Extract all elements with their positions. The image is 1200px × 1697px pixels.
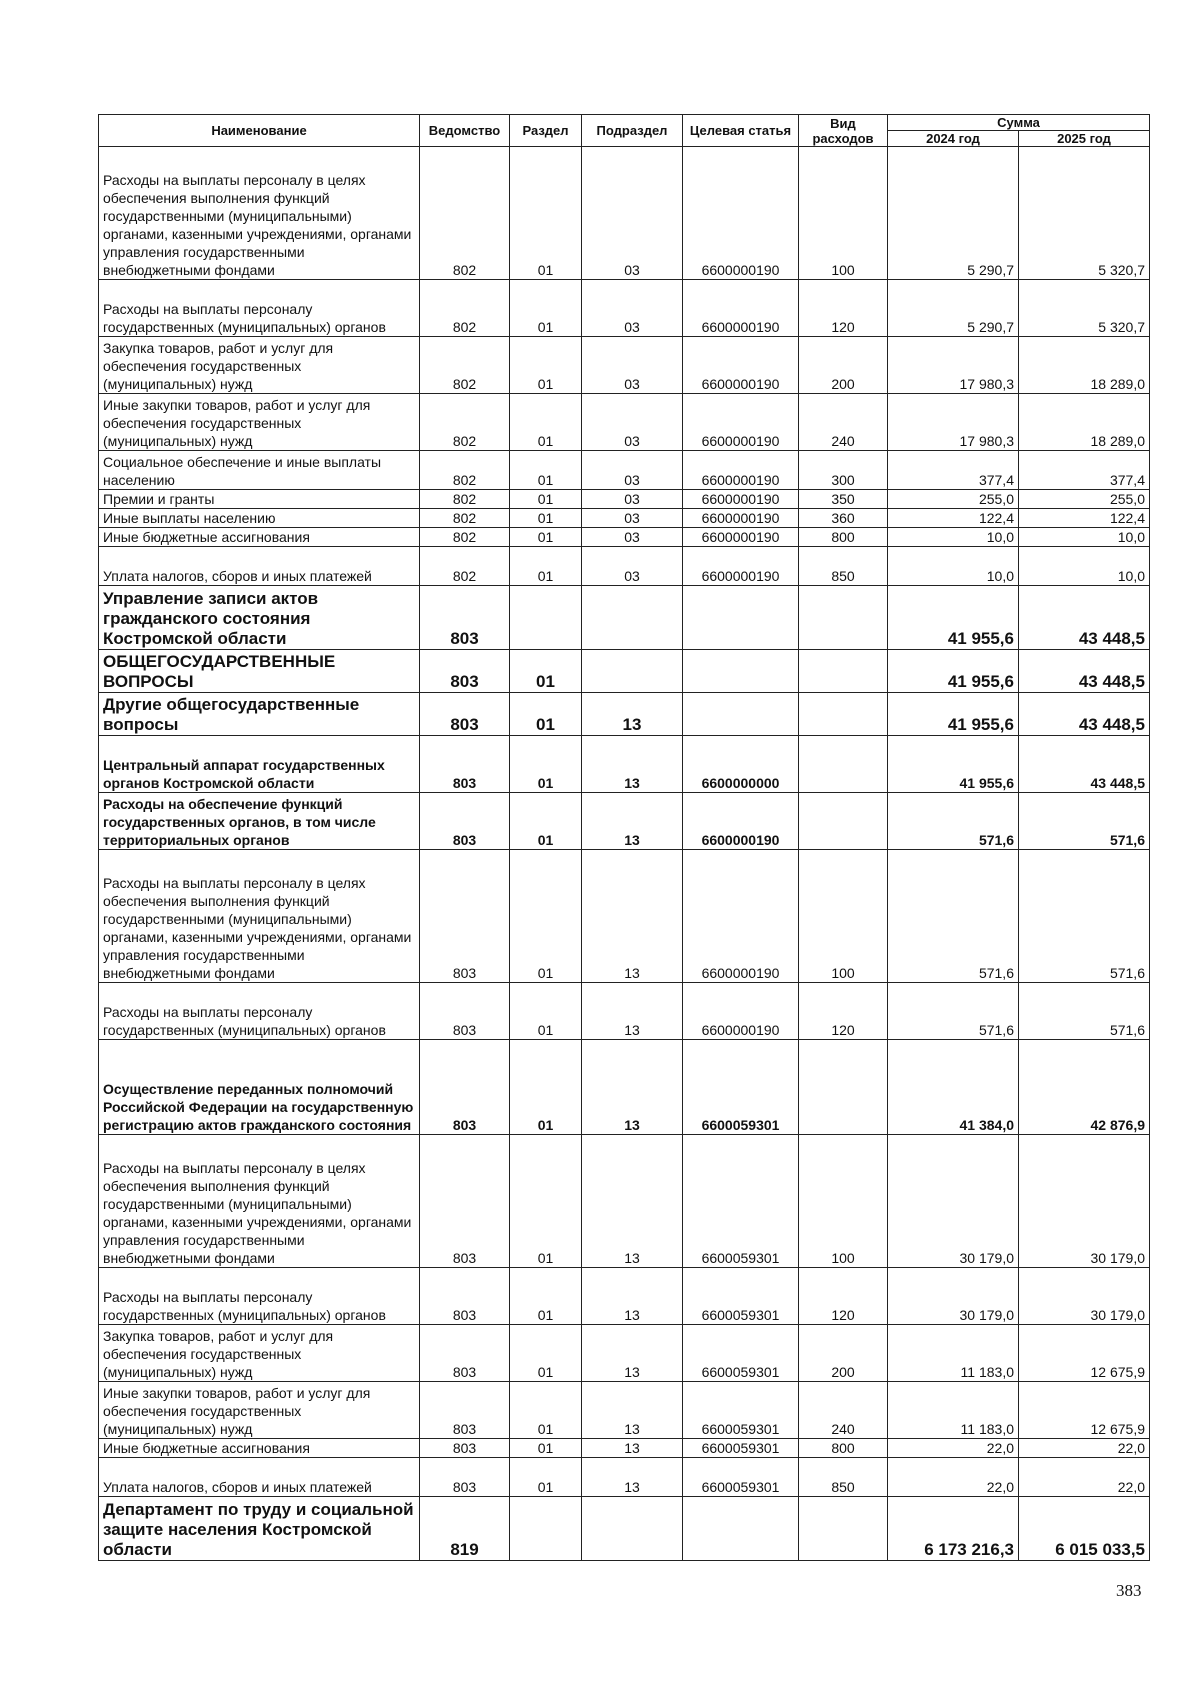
row-vedomstvo: 803 bbox=[420, 736, 510, 793]
row-podrazdel bbox=[582, 1497, 683, 1561]
row-celevaya-statya: 6600000190 bbox=[683, 147, 799, 280]
row-celevaya-statya bbox=[683, 586, 799, 650]
row-razdel: 01 bbox=[510, 693, 582, 736]
row-podrazdel: 13 bbox=[582, 1458, 683, 1497]
table-row bbox=[99, 1439, 1150, 1458]
row-sum-2025: 377,4 bbox=[1019, 451, 1150, 490]
row-celevaya-statya: 6600059301 bbox=[683, 1135, 799, 1268]
row-podrazdel: 13 bbox=[582, 1439, 683, 1458]
table-row bbox=[99, 509, 1150, 528]
row-name: Другие общегосударственные вопросы bbox=[99, 693, 420, 736]
row-sum-2025: 6 015 033,5 bbox=[1019, 1497, 1150, 1561]
row-sum-2025: 5 320,7 bbox=[1019, 147, 1150, 280]
row-vedomstvo: 802 bbox=[420, 280, 510, 337]
row-celevaya-statya: 6600000000 bbox=[683, 736, 799, 793]
row-razdel: 01 bbox=[510, 1382, 582, 1439]
table-row bbox=[99, 547, 1150, 586]
table-row bbox=[99, 394, 1150, 451]
row-podrazdel bbox=[582, 650, 683, 693]
row-razdel: 01 bbox=[510, 280, 582, 337]
row-sum-2025: 571,6 bbox=[1019, 793, 1150, 850]
row-podrazdel: 13 bbox=[582, 1382, 683, 1439]
row-name: Осуществление переданных полномочий Российской Федерации на государственную регистрацию актов гражданского состояния bbox=[99, 1040, 420, 1135]
row-sum-2024: 41 384,0 bbox=[888, 1040, 1019, 1135]
row-razdel: 01 bbox=[510, 793, 582, 850]
table-row bbox=[99, 983, 1150, 1040]
row-vedomstvo: 803 bbox=[420, 1040, 510, 1135]
table-row bbox=[99, 147, 1150, 280]
row-sum-2024: 11 183,0 bbox=[888, 1325, 1019, 1382]
table-row bbox=[99, 280, 1150, 337]
row-vedomstvo: 802 bbox=[420, 547, 510, 586]
row-sum-2024: 255,0 bbox=[888, 490, 1019, 509]
row-celevaya-statya: 6600059301 bbox=[683, 1268, 799, 1325]
table-row bbox=[99, 693, 1150, 736]
table-row bbox=[99, 793, 1150, 850]
row-sum-2024: 41 955,6 bbox=[888, 650, 1019, 693]
row-razdel: 01 bbox=[510, 490, 582, 509]
row-name: Расходы на выплаты персоналу государственных (муниципальных) органов bbox=[99, 1268, 420, 1325]
page-number: 383 bbox=[1116, 1581, 1142, 1600]
header-razdel: Раздел bbox=[510, 115, 582, 147]
row-vedomstvo: 803 bbox=[420, 1439, 510, 1458]
row-razdel: 01 bbox=[510, 547, 582, 586]
row-celevaya-statya: 6600000190 bbox=[683, 793, 799, 850]
table-row bbox=[99, 736, 1150, 793]
row-celevaya-statya: 6600059301 bbox=[683, 1382, 799, 1439]
header-podrazdel: Подраздел bbox=[582, 115, 683, 147]
row-vid-rashodov: 240 bbox=[799, 394, 888, 451]
row-vid-rashodov: 200 bbox=[799, 1325, 888, 1382]
row-vid-rashodov bbox=[799, 1497, 888, 1561]
row-sum-2024: 5 290,7 bbox=[888, 147, 1019, 280]
table-row bbox=[99, 586, 1150, 650]
row-name: Иные закупки товаров, работ и услуг для обеспечения государственных (муниципальных) нужд bbox=[99, 394, 420, 451]
row-vedomstvo: 803 bbox=[420, 1135, 510, 1268]
row-vid-rashodov: 300 bbox=[799, 451, 888, 490]
row-celevaya-statya: 6600000190 bbox=[683, 983, 799, 1040]
row-vedomstvo: 803 bbox=[420, 1382, 510, 1439]
row-sum-2025: 255,0 bbox=[1019, 490, 1150, 509]
row-sum-2024: 6 173 216,3 bbox=[888, 1497, 1019, 1561]
table-row bbox=[99, 490, 1150, 509]
row-sum-2025: 18 289,0 bbox=[1019, 337, 1150, 394]
table-row bbox=[99, 1325, 1150, 1382]
row-name: Расходы на выплаты персоналу государственных (муниципальных) органов bbox=[99, 983, 420, 1040]
row-celevaya-statya: 6600059301 bbox=[683, 1040, 799, 1135]
row-vedomstvo: 802 bbox=[420, 394, 510, 451]
row-sum-2024: 10,0 bbox=[888, 547, 1019, 586]
row-sum-2025: 43 448,5 bbox=[1019, 650, 1150, 693]
row-name: Расходы на выплаты персоналу в целях обеспечения выполнения функций государственными (муниципальными) органами, казенными учреждениями, органами управления государственными внебюджетными фондами bbox=[99, 1135, 420, 1268]
row-podrazdel: 13 bbox=[582, 793, 683, 850]
row-name: Управление записи актов гражданского состояния Костромской области bbox=[99, 586, 420, 650]
row-name: Закупка товаров, работ и услуг для обеспечения государственных (муниципальных) нужд bbox=[99, 337, 420, 394]
header-vedomstvo: Ведомство bbox=[420, 115, 510, 147]
row-sum-2024: 11 183,0 bbox=[888, 1382, 1019, 1439]
row-sum-2024: 30 179,0 bbox=[888, 1135, 1019, 1268]
row-vedomstvo: 803 bbox=[420, 1458, 510, 1497]
table-row bbox=[99, 1382, 1150, 1439]
header-vid-rashodov: Вид расходов bbox=[799, 115, 888, 147]
row-sum-2025: 43 448,5 bbox=[1019, 693, 1150, 736]
row-sum-2025: 5 320,7 bbox=[1019, 280, 1150, 337]
row-vedomstvo: 819 bbox=[420, 1497, 510, 1561]
row-sum-2025: 42 876,9 bbox=[1019, 1040, 1150, 1135]
row-sum-2024: 5 290,7 bbox=[888, 280, 1019, 337]
row-razdel: 01 bbox=[510, 1458, 582, 1497]
row-name: Департамент по труду и социальной защите населения Костромской области bbox=[99, 1497, 420, 1561]
row-sum-2024: 41 955,6 bbox=[888, 586, 1019, 650]
row-podrazdel: 03 bbox=[582, 451, 683, 490]
row-sum-2024: 571,6 bbox=[888, 983, 1019, 1040]
row-vedomstvo: 803 bbox=[420, 650, 510, 693]
row-celevaya-statya bbox=[683, 1497, 799, 1561]
table-row bbox=[99, 1040, 1150, 1135]
row-celevaya-statya: 6600000190 bbox=[683, 280, 799, 337]
row-vid-rashodov: 120 bbox=[799, 280, 888, 337]
row-sum-2025: 12 675,9 bbox=[1019, 1325, 1150, 1382]
row-vedomstvo: 802 bbox=[420, 451, 510, 490]
row-sum-2024: 22,0 bbox=[888, 1439, 1019, 1458]
row-name: Центральный аппарат государственных органов Костромской области bbox=[99, 736, 420, 793]
row-name: Уплата налогов, сборов и иных платежей bbox=[99, 1458, 420, 1497]
row-name: Расходы на выплаты персоналу государственных (муниципальных) органов bbox=[99, 280, 420, 337]
row-razdel bbox=[510, 586, 582, 650]
row-sum-2025: 30 179,0 bbox=[1019, 1135, 1150, 1268]
row-podrazdel: 13 bbox=[582, 850, 683, 983]
row-celevaya-statya: 6600059301 bbox=[683, 1325, 799, 1382]
row-name: Расходы на выплаты персоналу в целях обеспечения выполнения функций государственными (муниципальными) органами, казенными учреждениями, органами управления государственными внебюджетными фондами bbox=[99, 850, 420, 983]
row-sum-2024: 30 179,0 bbox=[888, 1268, 1019, 1325]
row-vedomstvo: 802 bbox=[420, 490, 510, 509]
row-sum-2025: 18 289,0 bbox=[1019, 394, 1150, 451]
row-podrazdel: 03 bbox=[582, 147, 683, 280]
row-razdel bbox=[510, 1497, 582, 1561]
row-sum-2024: 22,0 bbox=[888, 1458, 1019, 1497]
row-sum-2025: 43 448,5 bbox=[1019, 586, 1150, 650]
row-podrazdel: 03 bbox=[582, 394, 683, 451]
header-celevaya-statya: Целевая статья bbox=[683, 115, 799, 147]
row-razdel: 01 bbox=[510, 394, 582, 451]
row-podrazdel: 13 bbox=[582, 1135, 683, 1268]
row-sum-2025: 30 179,0 bbox=[1019, 1268, 1150, 1325]
row-vedomstvo: 803 bbox=[420, 693, 510, 736]
row-sum-2025: 22,0 bbox=[1019, 1458, 1150, 1497]
row-razdel: 01 bbox=[510, 850, 582, 983]
row-vedomstvo: 802 bbox=[420, 337, 510, 394]
row-celevaya-statya: 6600000190 bbox=[683, 850, 799, 983]
table-row bbox=[99, 1135, 1150, 1268]
row-vid-rashodov: 100 bbox=[799, 850, 888, 983]
row-podrazdel: 03 bbox=[582, 337, 683, 394]
row-vid-rashodov: 850 bbox=[799, 1458, 888, 1497]
row-vedomstvo: 802 bbox=[420, 528, 510, 547]
row-sum-2024: 377,4 bbox=[888, 451, 1019, 490]
row-vedomstvo: 803 bbox=[420, 1325, 510, 1382]
row-sum-2025: 12 675,9 bbox=[1019, 1382, 1150, 1439]
row-celevaya-statya: 6600000190 bbox=[683, 451, 799, 490]
row-podrazdel: 03 bbox=[582, 528, 683, 547]
row-vid-rashodov: 120 bbox=[799, 983, 888, 1040]
row-vid-rashodov: 350 bbox=[799, 490, 888, 509]
row-podrazdel: 13 bbox=[582, 693, 683, 736]
row-celevaya-statya: 6600059301 bbox=[683, 1439, 799, 1458]
row-vid-rashodov: 850 bbox=[799, 547, 888, 586]
row-razdel: 01 bbox=[510, 1439, 582, 1458]
row-sum-2025: 22,0 bbox=[1019, 1439, 1150, 1458]
table-row bbox=[99, 650, 1150, 693]
row-celevaya-statya: 6600000190 bbox=[683, 509, 799, 528]
row-sum-2024: 17 980,3 bbox=[888, 337, 1019, 394]
table-row bbox=[99, 1458, 1150, 1497]
table-row bbox=[99, 1268, 1150, 1325]
row-vedomstvo: 803 bbox=[420, 586, 510, 650]
row-name: Иные закупки товаров, работ и услуг для обеспечения государственных (муниципальных) нужд bbox=[99, 1382, 420, 1439]
row-podrazdel: 03 bbox=[582, 547, 683, 586]
row-celevaya-statya: 6600000190 bbox=[683, 490, 799, 509]
row-vid-rashodov bbox=[799, 793, 888, 850]
row-razdel: 01 bbox=[510, 528, 582, 547]
header-year-2025: 2025 год bbox=[1019, 131, 1150, 147]
table-body bbox=[99, 147, 1150, 1561]
row-razdel: 01 bbox=[510, 1325, 582, 1382]
row-name: Расходы на выплаты персоналу в целях обеспечения выполнения функций государственными (муниципальными) органами, казенными учреждениями, органами управления государственными внебюджетными фондами bbox=[99, 147, 420, 280]
row-podrazdel bbox=[582, 586, 683, 650]
row-name: ОБЩЕГОСУДАРСТВЕННЫЕ ВОПРОСЫ bbox=[99, 650, 420, 693]
row-celevaya-statya: 6600000190 bbox=[683, 528, 799, 547]
row-podrazdel: 13 bbox=[582, 1268, 683, 1325]
row-razdel: 01 bbox=[510, 509, 582, 528]
row-razdel: 01 bbox=[510, 147, 582, 280]
row-razdel: 01 bbox=[510, 1040, 582, 1135]
row-sum-2025: 10,0 bbox=[1019, 547, 1150, 586]
row-vid-rashodov: 360 bbox=[799, 509, 888, 528]
row-podrazdel: 03 bbox=[582, 490, 683, 509]
row-sum-2025: 43 448,5 bbox=[1019, 736, 1150, 793]
row-sum-2024: 571,6 bbox=[888, 850, 1019, 983]
row-name: Расходы на обеспечение функций государственных органов, в том числе территориальных органов bbox=[99, 793, 420, 850]
row-podrazdel: 13 bbox=[582, 736, 683, 793]
row-razdel: 01 bbox=[510, 736, 582, 793]
row-name: Иные выплаты населению bbox=[99, 509, 420, 528]
row-celevaya-statya: 6600059301 bbox=[683, 1458, 799, 1497]
row-celevaya-statya: 6600000190 bbox=[683, 547, 799, 586]
table-row bbox=[99, 337, 1150, 394]
row-sum-2024: 17 980,3 bbox=[888, 394, 1019, 451]
row-vid-rashodov: 100 bbox=[799, 1135, 888, 1268]
row-razdel: 01 bbox=[510, 451, 582, 490]
row-sum-2024: 41 955,6 bbox=[888, 736, 1019, 793]
row-vid-rashodov: 120 bbox=[799, 1268, 888, 1325]
row-vedomstvo: 803 bbox=[420, 1268, 510, 1325]
row-sum-2024: 122,4 bbox=[888, 509, 1019, 528]
row-razdel: 01 bbox=[510, 1268, 582, 1325]
row-vid-rashodov bbox=[799, 650, 888, 693]
row-podrazdel: 13 bbox=[582, 1325, 683, 1382]
row-vid-rashodov bbox=[799, 693, 888, 736]
row-vid-rashodov: 100 bbox=[799, 147, 888, 280]
row-razdel: 01 bbox=[510, 337, 582, 394]
row-name: Закупка товаров, работ и услуг для обеспечения государственных (муниципальных) нужд bbox=[99, 1325, 420, 1382]
row-sum-2024: 571,6 bbox=[888, 793, 1019, 850]
row-vid-rashodov: 200 bbox=[799, 337, 888, 394]
header-year-2024: 2024 год bbox=[888, 131, 1019, 147]
row-vid-rashodov bbox=[799, 1040, 888, 1135]
row-podrazdel: 13 bbox=[582, 983, 683, 1040]
header-name: Наименование bbox=[99, 115, 420, 147]
row-sum-2025: 10,0 bbox=[1019, 528, 1150, 547]
row-name: Премии и гранты bbox=[99, 490, 420, 509]
row-vedomstvo: 802 bbox=[420, 509, 510, 528]
row-vid-rashodov bbox=[799, 586, 888, 650]
row-podrazdel: 03 bbox=[582, 509, 683, 528]
row-sum-2025: 571,6 bbox=[1019, 983, 1150, 1040]
row-vedomstvo: 803 bbox=[420, 983, 510, 1040]
row-podrazdel: 03 bbox=[582, 280, 683, 337]
row-sum-2025: 122,4 bbox=[1019, 509, 1150, 528]
row-celevaya-statya: 6600000190 bbox=[683, 394, 799, 451]
row-vedomstvo: 803 bbox=[420, 850, 510, 983]
row-sum-2024: 10,0 bbox=[888, 528, 1019, 547]
row-name: Иные бюджетные ассигнования bbox=[99, 1439, 420, 1458]
row-vedomstvo: 803 bbox=[420, 793, 510, 850]
row-celevaya-statya: 6600000190 bbox=[683, 337, 799, 394]
row-sum-2025: 571,6 bbox=[1019, 850, 1150, 983]
row-celevaya-statya bbox=[683, 693, 799, 736]
row-vedomstvo: 802 bbox=[420, 147, 510, 280]
table-row bbox=[99, 528, 1150, 547]
budget-table bbox=[98, 114, 1150, 1561]
row-sum-2024: 41 955,6 bbox=[888, 693, 1019, 736]
table-row bbox=[99, 451, 1150, 490]
row-razdel: 01 bbox=[510, 650, 582, 693]
row-celevaya-statya bbox=[683, 650, 799, 693]
row-razdel: 01 bbox=[510, 983, 582, 1040]
row-podrazdel: 13 bbox=[582, 1040, 683, 1135]
row-vid-rashodov: 800 bbox=[799, 1439, 888, 1458]
table-row bbox=[99, 850, 1150, 983]
row-name: Уплата налогов, сборов и иных платежей bbox=[99, 547, 420, 586]
row-vid-rashodov: 240 bbox=[799, 1382, 888, 1439]
table-header bbox=[99, 115, 1150, 147]
row-vid-rashodov bbox=[799, 736, 888, 793]
row-razdel: 01 bbox=[510, 1135, 582, 1268]
row-vid-rashodov: 800 bbox=[799, 528, 888, 547]
header-summa: Сумма bbox=[888, 115, 1150, 131]
row-name: Социальное обеспечение и иные выплаты населению bbox=[99, 451, 420, 490]
table-row bbox=[99, 1497, 1150, 1561]
row-name: Иные бюджетные ассигнования bbox=[99, 528, 420, 547]
